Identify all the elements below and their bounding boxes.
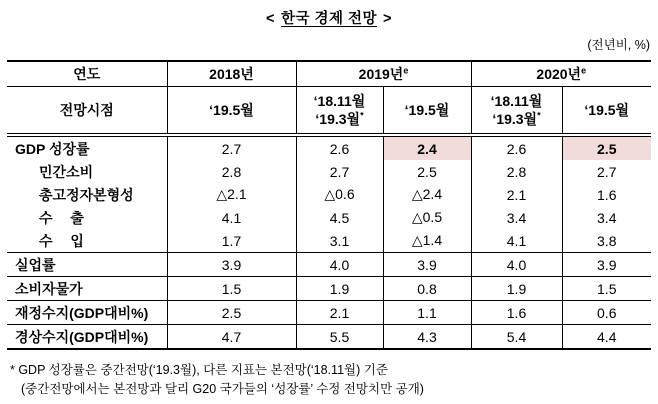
table-row-gdp-growth bbox=[7, 135, 651, 160]
cell-value: 3.9 bbox=[167, 253, 296, 277]
cell-value: 2.7 bbox=[167, 135, 296, 160]
page-title bbox=[0, 7, 658, 28]
row-label: 경상수지(GDP대비%) bbox=[7, 325, 167, 350]
table-row-private-consumption bbox=[7, 160, 651, 183]
table-row-cpi bbox=[7, 277, 651, 301]
header-2020-may: ‘19.5월 bbox=[562, 87, 651, 136]
row-label: 수 입 bbox=[39, 232, 84, 249]
cell-value: 4.0 bbox=[296, 253, 383, 277]
table-row-exports bbox=[7, 206, 651, 229]
row-label: 수 출 bbox=[39, 209, 84, 226]
cell-value: △0.5 bbox=[383, 206, 471, 229]
cell-value: 2.8 bbox=[167, 160, 296, 183]
table-row-fiscal-balance bbox=[7, 301, 651, 325]
cell-value: 1.9 bbox=[296, 277, 383, 301]
table-row-imports bbox=[7, 229, 651, 253]
cell-value: 1.6 bbox=[562, 183, 651, 206]
cell-value: 3.8 bbox=[562, 229, 651, 253]
footnote-line-2: (중간전망에서는 본전망과 달리 G20 국가들의 ‘성장률’ 수정 전망치만 공개) bbox=[21, 382, 424, 397]
title-bracket-left: < bbox=[265, 11, 275, 27]
header-2020-prev: ‘18.11월 ‘19.3월* bbox=[471, 87, 562, 136]
header-2019-may: ‘19.5월 bbox=[383, 87, 471, 136]
cell-value: △1.4 bbox=[383, 229, 471, 253]
table-header-years bbox=[7, 61, 651, 87]
cell-value: 4.0 bbox=[471, 253, 562, 277]
table-header-forecast-points bbox=[7, 87, 651, 136]
cell-value: 3.9 bbox=[383, 253, 471, 277]
row-label: 재정수지(GDP대비%) bbox=[7, 301, 167, 325]
header-2020: 2020년$^e$ bbox=[471, 61, 651, 87]
cell-value: 2.7 bbox=[296, 160, 383, 183]
cell-value: △0.6 bbox=[296, 183, 383, 206]
row-label: 민간소비 bbox=[39, 163, 94, 180]
header-2018: 2018년 bbox=[167, 61, 296, 87]
superscript-star: * bbox=[537, 110, 541, 121]
footnote-line-1: * GDP 성장률은 중간전망(‘19.3월), 다른 지표는 본전망(‘18.11월) 기준 bbox=[10, 363, 388, 377]
header-year-label: 연도 bbox=[7, 61, 167, 87]
cell-value-highlighted: 2.4 bbox=[383, 135, 471, 160]
cell-value: 2.6 bbox=[296, 135, 383, 160]
header-2019: 2019년$^e$ bbox=[296, 61, 471, 87]
cell-value: 2.5 bbox=[167, 301, 296, 325]
cell-value: △2.4 bbox=[383, 183, 471, 206]
cell-value: 3.9 bbox=[562, 253, 651, 277]
cell-value: 1.7 bbox=[167, 229, 296, 253]
cell-value: 4.5 bbox=[296, 206, 383, 229]
cell-value: 2.1 bbox=[471, 183, 562, 206]
superscript-e: e bbox=[403, 65, 409, 76]
cell-value-highlighted: 2.5 bbox=[562, 135, 651, 160]
cell-value: 1.5 bbox=[562, 277, 651, 301]
cell-value: 4.4 bbox=[562, 325, 651, 350]
title-text: 한국 경제 전망 bbox=[280, 11, 378, 27]
cell-value: 0.8 bbox=[383, 277, 471, 301]
cell-value: 3.1 bbox=[296, 229, 383, 253]
cell-value: 4.1 bbox=[471, 229, 562, 253]
cell-value: △2.1 bbox=[167, 183, 296, 206]
table-row-current-account bbox=[7, 325, 651, 350]
footnotes bbox=[10, 361, 658, 400]
row-label: GDP 성장률 bbox=[15, 140, 90, 157]
cell-value: 4.7 bbox=[167, 325, 296, 350]
cell-value: 5.4 bbox=[471, 325, 562, 350]
cell-value: 4.1 bbox=[167, 206, 296, 229]
row-label: 소비자물가 bbox=[7, 277, 167, 301]
row-label: 실업률 bbox=[7, 253, 167, 277]
cell-value: 4.3 bbox=[383, 325, 471, 350]
cell-value: 1.6 bbox=[471, 301, 562, 325]
cell-value: 3.4 bbox=[471, 206, 562, 229]
cell-value: 2.7 bbox=[562, 160, 651, 183]
cell-value: 1.1 bbox=[383, 301, 471, 325]
title-bracket-right: > bbox=[383, 11, 393, 27]
header-2019-prev: ‘18.11월 ‘19.3월* bbox=[296, 87, 383, 136]
superscript-star: * bbox=[360, 110, 364, 121]
cell-value: 1.9 bbox=[471, 277, 562, 301]
cell-value: 0.6 bbox=[562, 301, 651, 325]
table-row-unemployment bbox=[7, 253, 651, 277]
cell-value: 1.5 bbox=[167, 277, 296, 301]
row-label: 총고정자본형성 bbox=[39, 186, 134, 203]
header-2018-point: ‘19.5월 bbox=[167, 87, 296, 136]
superscript-e: e bbox=[581, 65, 587, 76]
cell-value: 2.6 bbox=[471, 135, 562, 160]
table-row-fixed-investment bbox=[7, 183, 651, 206]
cell-value: 3.4 bbox=[562, 206, 651, 229]
cell-value: 5.5 bbox=[296, 325, 383, 350]
cell-value: 2.1 bbox=[296, 301, 383, 325]
forecast-table bbox=[7, 60, 651, 350]
unit-note: (전년비, %) bbox=[587, 38, 650, 52]
cell-value: 2.5 bbox=[383, 160, 471, 183]
cell-value: 2.8 bbox=[471, 160, 562, 183]
header-forecast-label: 전망시점 bbox=[7, 87, 167, 136]
